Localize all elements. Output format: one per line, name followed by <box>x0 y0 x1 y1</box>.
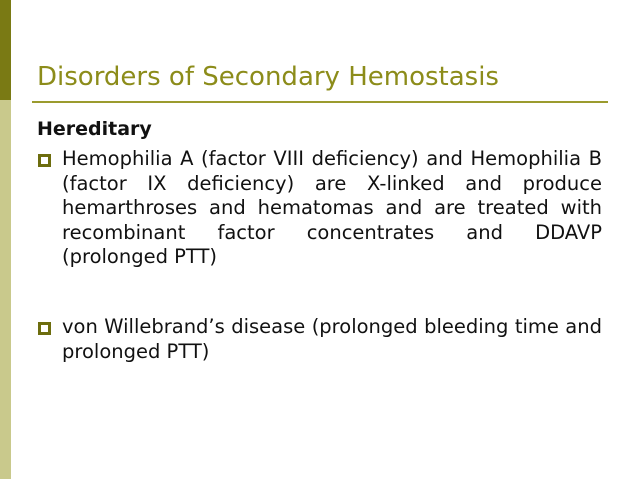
left-accent-bar-top <box>0 0 11 100</box>
slide-title: Disorders of Secondary Hemostasis <box>37 62 499 92</box>
title-divider <box>32 101 608 103</box>
section-heading: Hereditary <box>37 118 152 140</box>
square-bullet-icon <box>38 154 51 167</box>
left-accent-bar-bottom <box>0 100 11 479</box>
square-bullet-icon <box>38 322 51 335</box>
bullet-text: von Willebrand’s disease (prolonged bleeding time and prolonged PTT) <box>62 315 602 363</box>
bullet-text: Hemophilia A (factor VIII deficiency) and Hemophilia B (factor IX deficiency) are X-linked and produce hemarthroses and hematomas and are treated with recombinant factor concentrates and DDAVP (prolonged PTT) <box>62 147 602 268</box>
